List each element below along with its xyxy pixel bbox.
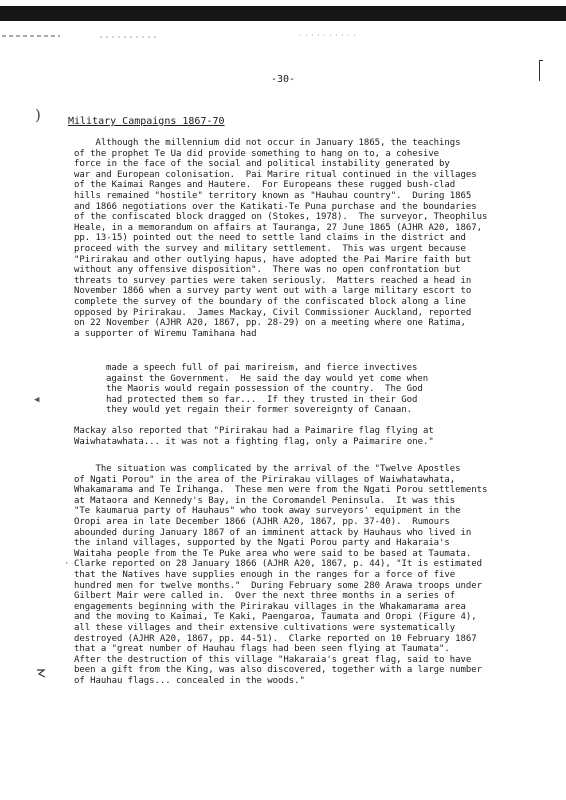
block-quote: made a speech full of pai marireism, and fierce invectives against the Government. He said the day would yet come when the Maoris would regain possession of the country. The God had protected them so far... If they trusted in their God they would yet regain their former sovereignty of Canaan. (106, 363, 429, 416)
margin-paren-mark: ) (35, 106, 41, 124)
paragraph-3: The situation was complicated by the arrival of the "Twelve Apostles of Ngati Porou" in the area of the Pirirakau villages of Waiwhatawhata, Whakamarama and Te Irihanga. These men were from the Ngati Porou settlements at Mataora and Kennedy's Bay, in the Coromandel Peninsula. It was this "Te kaumarua party of Hauhaus" who took away surveyors' equipment in the Oropi area in late December 1866 (AJHR A20, 1867, pp. 37-40). Rumours abounded during January 1867 of an imminent attack by Hauhaus who lived in the inland villages, supported by the Ngati Porou party and Hakaraia's Waitaha people from the Te Puke area who were said to be based at Taumata. Clarke reported on 28 January 1866 (AJHR A20, 1867, p. 44), "It is estimated that the Natives have supplies enough in the ranges for a force of five hundred men for twelve months." During February some 280 Arawa troops under Gilbert Mair were called in. Over the next three months in a series of engagements beginning with the Pirirakau villages in the Whakamarama area and the moving to Kaimai, Te Kaki, Paengaroa, Taumata and Oropi (Figure 4), all these villages and their extensive cultivations were systematically destroyed (AJHR A20, 1867, pp. 44-51). Clarke reported on 10 February 1867 that a "great number of Hauhau flags had been seen flying at Taumata". After the destruction of this village "Hakaraia's great flag, said to have been a gift from the King, was also discovered, together with a large number of Hauhau flags... concealed in the woods." (74, 464, 488, 686)
section-heading: Military Campaigns 1867-70 (68, 116, 225, 127)
scan-specks (0, 32, 566, 42)
paragraph-2: Mackay also reported that "Pirirakau had a Paimarire flag flying at Waiwhatawhata... it was not a fighting flag, only a Paimarire one." (74, 426, 434, 447)
page-number: -30- (270, 74, 296, 85)
margin-dot-mark: · (64, 559, 70, 569)
paragraph-1: Although the millennium did not occur in January 1865, the teachings of the prophet Te Ua did provide something to hang on to, a cohesive force in the face of the social and political instability generated by war and European colonisation. Pai Marire ritual continued in the villages of the Kaimai Ranges and Hautere. For Europeans these rugged bush-clad hills remained "hostile" territory known as "Hauhau country". During 1865 and 1866 negotiations over the Katikati-Te Puna purchase and the boundaries of the confiscated block dragged on (Stokes, 1978). The surveyor, Theophilus Heale, in a memorandum on affairs at Tauranga, 27 June 1865 (AJHR A20, 1867, pp. 13-15) pointed out the need to settle land claims in the district and proceed with the survey and military settlement. This was urgent because "Pirirakau and other outlying hapus, have adopted the Pai Marire faith but without any offensive disposition". There was no open confrontation but threats to survey parties were taken seriously. Matters reached a head in November 1866 when a survey party went out with a large military escort to complete the survey of the boundary of the confiscated block along a line opposed by Pirirakau. James Mackay, Civil Commissioner Auckland, reported on 22 November (AJHR A20, 1867, pp. 28-29) on a meeting where one Ratima, a supporter of Wiremu Tamihana had (74, 138, 488, 339)
handwritten-mark (36, 668, 46, 678)
margin-arrow-mark: ◀ (34, 395, 40, 405)
scan-edge-bar (0, 6, 566, 21)
